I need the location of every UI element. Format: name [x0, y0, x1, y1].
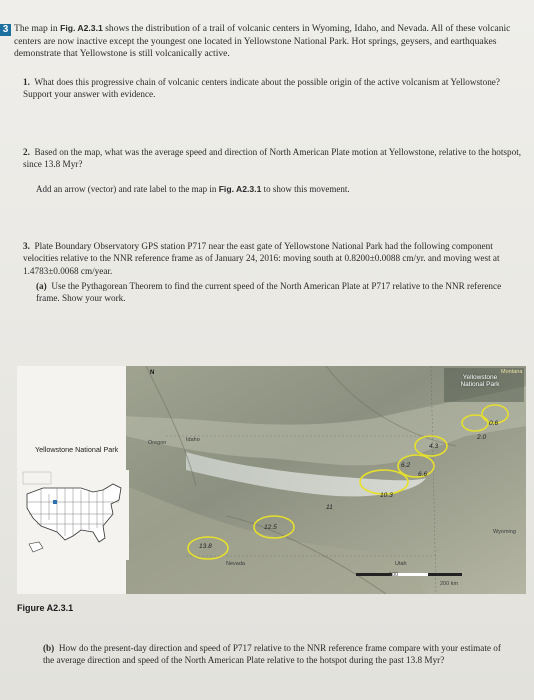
question-3b-label: (b): [43, 643, 55, 653]
age-10-3: 10.3: [380, 492, 393, 499]
age-2-0: 2.0: [477, 434, 487, 441]
question-3a-text: Use the Pythagorean Theorem to find the current speed of the North American Plate at P717 relative to the NNR reference frame. Show your work.: [36, 281, 502, 304]
question-3b: [43, 642, 513, 667]
age-6-2: 6.2: [401, 462, 411, 469]
question-2-number: 2.: [23, 147, 30, 157]
us-inset-map: [21, 470, 129, 560]
question-2-instruction-text-2: to show this movement.: [261, 184, 350, 194]
intro-paragraph: [14, 22, 522, 61]
section-number: 3: [0, 24, 11, 36]
question-3a: [36, 280, 516, 305]
question-1: [23, 76, 513, 101]
age-11: 11: [326, 504, 333, 511]
yellowstone-map-label: Yellowstone National Park: [460, 374, 500, 388]
age-13-8: 13.8: [199, 543, 212, 550]
age-12-5: 12.5: [264, 524, 277, 531]
north-label: N: [150, 370, 155, 376]
age-0-6: 0.6: [489, 420, 499, 427]
scale-100-label: 100: [389, 572, 399, 578]
question-3a-label: (a): [36, 281, 47, 291]
question-2-figure-reference: Fig. A2.3.1: [218, 184, 262, 194]
scale-200-label: 200 km: [440, 581, 459, 587]
question-3: [23, 240, 523, 277]
question-3-number: 3.: [23, 241, 30, 251]
figure-caption: Figure A2.3.1: [17, 603, 74, 613]
question-2-instruction: [36, 183, 516, 195]
age-4-3: 4.3: [429, 443, 439, 450]
question-2-instruction-text-1: Add an arrow (vector) and rate label to the map in: [36, 184, 219, 194]
question-3b-text: How do the present-day direction and speed of P717 relative to the NNR reference frame compare with your estimate of the average direction and speed of the North American Plate relative to the hotspot during the past 13.8 Myr?: [43, 643, 501, 666]
relief-map: [126, 366, 526, 594]
question-2: [23, 146, 523, 171]
oregon-label: Oregon: [148, 440, 167, 446]
idaho-label: Idaho: [186, 437, 200, 443]
intro-text-1: The map in: [14, 23, 61, 34]
inset-title: Yellowstone National Park: [35, 445, 119, 454]
nevada-label: Nevada: [226, 561, 245, 567]
question-2-text: Based on the map, what was the average speed and direction of North American Plate motion at Yellowstone, relative to the hotspot, since 13.8 Myr?: [23, 147, 522, 170]
question-3-text: Plate Boundary Observatory GPS station P717 near the east gate of Yellowstone National Park had the following component velocities relative to the NNR reference frame as of January 24, 2016: moving south at 0.8200±0.0088 cm/yr. and moving west at 1.4783±0.0068 cm/year.: [23, 241, 500, 276]
montana-label: Montana: [501, 369, 523, 375]
wyoming-label: Wyoming: [493, 529, 516, 535]
figure-reference: Fig. A2.3.1: [60, 23, 103, 33]
question-1-text: What does this progressive chain of volcanic centers indicate about the possible origin of the active volcanism at Yellowstone? Support your answer with evidence.: [23, 77, 500, 100]
utah-label: Utah: [395, 561, 407, 567]
question-1-number: 1.: [23, 77, 30, 87]
intro-text-2: shows the distribution of a trail of volcanic centers in Wyoming, Idaho, and Nevada. All of these volcanic centers are now inactive except the youngest one located in Yellowstone National Park. Hot springs, geysers, and earthquakes demonstrate that Yellowstone is still volcanically active.: [14, 23, 511, 60]
age-6-6: 6.6: [418, 471, 428, 478]
